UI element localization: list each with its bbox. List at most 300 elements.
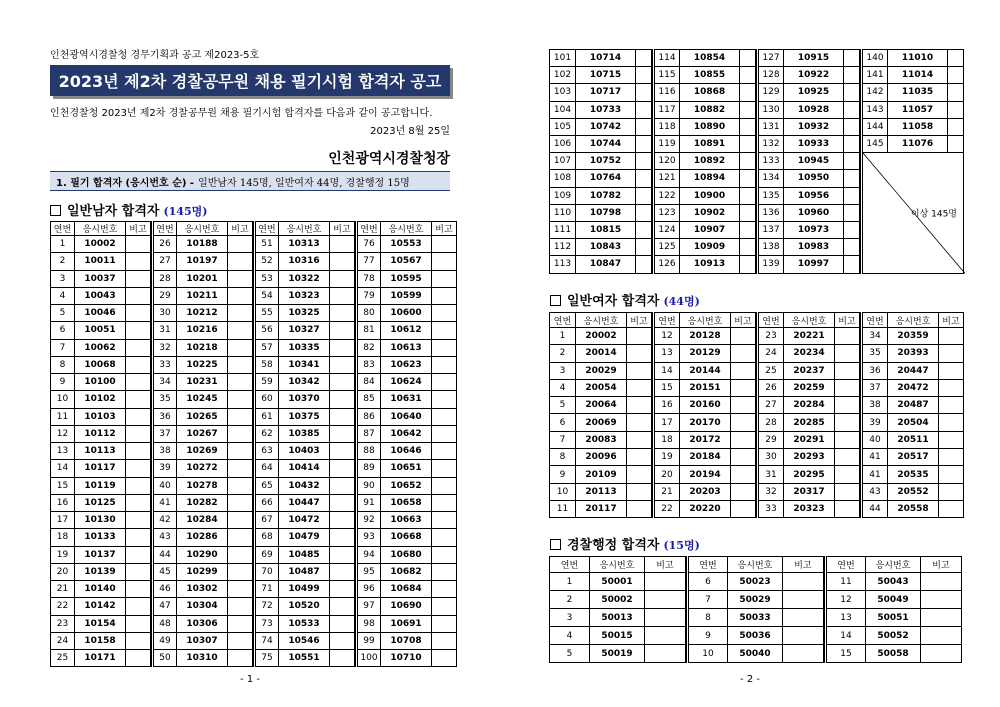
table-row bbox=[357, 339, 457, 356]
cell-note bbox=[731, 328, 756, 345]
cell-note bbox=[330, 477, 355, 494]
cell-note bbox=[432, 253, 457, 270]
cell-seq: 5 bbox=[550, 397, 576, 414]
admin-heading-label: 경찰행정 합격자 bbox=[567, 538, 660, 553]
cell-note bbox=[432, 443, 457, 460]
cell-seq: 107 bbox=[550, 153, 576, 170]
cell-seq: 8 bbox=[51, 356, 75, 373]
table-row bbox=[654, 431, 756, 448]
cell-seq: 127 bbox=[758, 50, 784, 67]
table-row bbox=[654, 239, 756, 256]
cell-note bbox=[835, 379, 860, 396]
cell-seq: 10 bbox=[688, 645, 728, 663]
table-row bbox=[51, 339, 151, 356]
cell-note bbox=[636, 204, 652, 221]
cell-seq: 4 bbox=[51, 287, 75, 304]
cell-seq: 73 bbox=[255, 615, 279, 632]
cell-seq: 18 bbox=[654, 431, 680, 448]
header-seq: 연번 bbox=[862, 313, 888, 328]
cell-exam-number: 10322 bbox=[279, 270, 330, 287]
cell-seq: 35 bbox=[862, 345, 888, 362]
cell-exam-number: 10137 bbox=[75, 546, 126, 563]
cell-seq: 44 bbox=[862, 500, 888, 517]
cell-exam-number: 10341 bbox=[279, 356, 330, 373]
cell-note bbox=[228, 615, 253, 632]
table-row bbox=[826, 645, 962, 663]
table-row bbox=[550, 345, 652, 362]
cell-exam-number: 10068 bbox=[75, 356, 126, 373]
cell-exam-number: 20221 bbox=[784, 328, 835, 345]
roster-table bbox=[686, 556, 824, 663]
table-row bbox=[357, 425, 457, 442]
cell-note bbox=[740, 170, 756, 187]
table-row bbox=[550, 483, 652, 500]
cell-exam-number: 10682 bbox=[381, 563, 432, 580]
cell-exam-number: 10890 bbox=[680, 118, 740, 135]
table-row bbox=[758, 466, 860, 483]
cell-seq: 14 bbox=[826, 627, 866, 645]
cell-note bbox=[636, 118, 652, 135]
cell-note bbox=[783, 591, 824, 609]
cell-note bbox=[228, 374, 253, 391]
cell-seq: 84 bbox=[357, 374, 381, 391]
cell-note bbox=[921, 591, 962, 609]
cell-note bbox=[432, 529, 457, 546]
cell-exam-number: 20069 bbox=[576, 414, 627, 431]
header-exam-number: 응시번호 bbox=[381, 222, 432, 236]
cell-exam-number: 10245 bbox=[177, 391, 228, 408]
cell-exam-number: 10631 bbox=[381, 391, 432, 408]
cell-exam-number: 20096 bbox=[576, 449, 627, 466]
cell-exam-number: 20151 bbox=[680, 379, 731, 396]
cell-note bbox=[783, 573, 824, 591]
female-count: (44명) bbox=[663, 295, 700, 308]
cell-exam-number: 20447 bbox=[888, 362, 939, 379]
cell-note bbox=[126, 408, 151, 425]
header-note: 비고 bbox=[126, 222, 151, 236]
cell-seq: 42 bbox=[153, 512, 177, 529]
cell-seq: 89 bbox=[357, 460, 381, 477]
table-row bbox=[357, 529, 457, 546]
cell-exam-number: 20160 bbox=[680, 397, 731, 414]
cell-exam-number: 10188 bbox=[177, 236, 228, 253]
table-row bbox=[153, 339, 253, 356]
cell-exam-number: 10231 bbox=[177, 374, 228, 391]
cell-seq: 76 bbox=[357, 236, 381, 253]
table-row bbox=[153, 650, 253, 667]
table-row bbox=[654, 345, 756, 362]
cell-seq: 54 bbox=[255, 287, 279, 304]
cell-note bbox=[330, 270, 355, 287]
cell-seq: 59 bbox=[255, 374, 279, 391]
cell-note bbox=[636, 221, 652, 238]
table-row bbox=[255, 546, 355, 563]
cell-exam-number: 10290 bbox=[177, 546, 228, 563]
cell-seq: 62 bbox=[255, 425, 279, 442]
cell-note bbox=[228, 287, 253, 304]
table-row bbox=[255, 650, 355, 667]
cell-exam-number: 10652 bbox=[381, 477, 432, 494]
cell-exam-number: 20083 bbox=[576, 431, 627, 448]
cell-seq: 37 bbox=[862, 379, 888, 396]
cell-exam-number: 10282 bbox=[177, 494, 228, 511]
cell-note bbox=[228, 408, 253, 425]
cell-seq: 141 bbox=[862, 67, 888, 84]
table-row bbox=[153, 512, 253, 529]
table-row bbox=[654, 500, 756, 517]
cell-seq: 85 bbox=[357, 391, 381, 408]
cell-exam-number: 50033 bbox=[728, 609, 783, 627]
cell-seq: 30 bbox=[758, 449, 784, 466]
cell-seq: 34 bbox=[153, 374, 177, 391]
cell-note bbox=[432, 374, 457, 391]
table-row bbox=[654, 101, 756, 118]
cell-seq: 7 bbox=[51, 339, 75, 356]
cell-seq: 88 bbox=[357, 443, 381, 460]
table-row bbox=[654, 50, 756, 67]
cell-exam-number: 20291 bbox=[784, 431, 835, 448]
table-row bbox=[862, 135, 964, 152]
table-row bbox=[758, 362, 860, 379]
cell-exam-number: 10600 bbox=[381, 305, 432, 322]
table-header-row bbox=[550, 313, 652, 328]
cell-note bbox=[835, 431, 860, 448]
table-row bbox=[654, 67, 756, 84]
cell-exam-number: 10567 bbox=[381, 253, 432, 270]
cell-note bbox=[330, 425, 355, 442]
cell-seq: 119 bbox=[654, 135, 680, 152]
cell-note bbox=[636, 67, 652, 84]
cell-exam-number: 10267 bbox=[177, 425, 228, 442]
table-row bbox=[758, 101, 860, 118]
cell-seq: 34 bbox=[862, 328, 888, 345]
cell-exam-number: 10595 bbox=[381, 270, 432, 287]
cell-exam-number: 10843 bbox=[576, 239, 636, 256]
table-row bbox=[255, 356, 355, 373]
cell-seq: 126 bbox=[654, 256, 680, 273]
cell-seq: 71 bbox=[255, 581, 279, 598]
page-number: - 2 - bbox=[740, 674, 760, 685]
roster-table bbox=[860, 49, 964, 274]
cell-exam-number: 10140 bbox=[75, 581, 126, 598]
cell-seq: 29 bbox=[758, 431, 784, 448]
cell-note bbox=[939, 431, 964, 448]
table-row bbox=[51, 253, 151, 270]
cell-exam-number: 10325 bbox=[279, 305, 330, 322]
cell-seq: 8 bbox=[688, 609, 728, 627]
cell-note bbox=[740, 135, 756, 152]
cell-note bbox=[740, 101, 756, 118]
cell-note bbox=[627, 345, 652, 362]
cell-seq: 105 bbox=[550, 118, 576, 135]
cell-note bbox=[126, 339, 151, 356]
cell-exam-number: 10612 bbox=[381, 322, 432, 339]
cell-seq: 6 bbox=[51, 322, 75, 339]
roster-table bbox=[756, 49, 860, 274]
header-exam-number: 응시번호 bbox=[784, 313, 835, 328]
header-seq: 연번 bbox=[550, 557, 590, 573]
cell-seq: 90 bbox=[357, 477, 381, 494]
cell-seq: 41 bbox=[862, 466, 888, 483]
table-row bbox=[550, 204, 652, 221]
cell-exam-number: 20285 bbox=[784, 414, 835, 431]
cell-seq: 137 bbox=[758, 221, 784, 238]
cell-seq: 2 bbox=[550, 345, 576, 362]
header-seq: 연번 bbox=[688, 557, 728, 573]
male-table-continued bbox=[549, 49, 964, 274]
header-note: 비고 bbox=[228, 222, 253, 236]
cell-exam-number: 10327 bbox=[279, 322, 330, 339]
table-row bbox=[550, 256, 652, 273]
cell-note bbox=[783, 627, 824, 645]
cell-exam-number: 10973 bbox=[784, 221, 844, 238]
cell-exam-number: 10385 bbox=[279, 425, 330, 442]
cell-exam-number: 10623 bbox=[381, 356, 432, 373]
cell-note bbox=[645, 645, 686, 663]
cell-exam-number: 10284 bbox=[177, 512, 228, 529]
cell-note bbox=[731, 362, 756, 379]
cell-exam-number: 10158 bbox=[75, 632, 126, 649]
cell-exam-number: 20552 bbox=[888, 483, 939, 500]
male-count: (145명) bbox=[163, 205, 208, 218]
cell-exam-number: 10855 bbox=[680, 67, 740, 84]
cell-seq: 111 bbox=[550, 221, 576, 238]
table-row bbox=[51, 270, 151, 287]
cell-seq: 25 bbox=[51, 650, 75, 667]
cell-seq: 129 bbox=[758, 84, 784, 101]
cell-note bbox=[126, 494, 151, 511]
table-row bbox=[654, 153, 756, 170]
cell-exam-number: 10310 bbox=[177, 650, 228, 667]
cell-note bbox=[939, 362, 964, 379]
cell-note bbox=[835, 466, 860, 483]
cell-exam-number: 50019 bbox=[590, 645, 645, 663]
table-row bbox=[550, 627, 686, 645]
cell-note bbox=[228, 443, 253, 460]
cell-note bbox=[432, 425, 457, 442]
cell-exam-number: 50015 bbox=[590, 627, 645, 645]
cell-seq: 60 bbox=[255, 391, 279, 408]
table-row bbox=[255, 322, 355, 339]
cell-seq: 109 bbox=[550, 187, 576, 204]
table-row bbox=[550, 221, 652, 238]
table-row bbox=[688, 609, 824, 627]
cell-note bbox=[627, 362, 652, 379]
table-row bbox=[153, 494, 253, 511]
cell-seq: 2 bbox=[550, 591, 590, 609]
cell-seq: 39 bbox=[153, 460, 177, 477]
table-row bbox=[153, 529, 253, 546]
roster-table bbox=[652, 49, 756, 274]
table-row bbox=[688, 645, 824, 663]
cell-seq: 29 bbox=[153, 287, 177, 304]
cell-note bbox=[228, 339, 253, 356]
cell-exam-number: 10733 bbox=[576, 101, 636, 118]
cell-note bbox=[731, 414, 756, 431]
cell-note bbox=[330, 443, 355, 460]
table-row bbox=[153, 563, 253, 580]
table-row bbox=[550, 170, 652, 187]
cell-note bbox=[939, 345, 964, 362]
cell-note bbox=[835, 362, 860, 379]
cell-seq: 110 bbox=[550, 204, 576, 221]
cell-seq: 116 bbox=[654, 84, 680, 101]
cell-note bbox=[432, 270, 457, 287]
header-note: 비고 bbox=[835, 313, 860, 328]
table-row bbox=[255, 460, 355, 477]
cell-note bbox=[835, 449, 860, 466]
table-row bbox=[255, 632, 355, 649]
cell-seq: 75 bbox=[255, 650, 279, 667]
cell-exam-number: 10197 bbox=[177, 253, 228, 270]
table-row bbox=[153, 632, 253, 649]
cell-seq: 74 bbox=[255, 632, 279, 649]
cell-seq: 124 bbox=[654, 221, 680, 238]
cell-note bbox=[939, 466, 964, 483]
table-row bbox=[862, 379, 964, 396]
cell-seq: 70 bbox=[255, 563, 279, 580]
cell-note bbox=[948, 135, 964, 152]
cell-note bbox=[939, 449, 964, 466]
cell-exam-number: 20109 bbox=[576, 466, 627, 483]
roster-table bbox=[50, 221, 151, 667]
cell-exam-number: 10037 bbox=[75, 270, 126, 287]
cell-note bbox=[432, 477, 457, 494]
cell-exam-number: 10130 bbox=[75, 512, 126, 529]
cell-seq: 38 bbox=[153, 443, 177, 460]
table-row bbox=[357, 305, 457, 322]
cell-note bbox=[844, 50, 860, 67]
cell-seq: 17 bbox=[654, 414, 680, 431]
cell-note bbox=[731, 397, 756, 414]
cell-note bbox=[921, 573, 962, 591]
cell-note bbox=[731, 449, 756, 466]
table-row bbox=[153, 270, 253, 287]
cell-seq: 15 bbox=[826, 645, 866, 663]
cell-note bbox=[330, 236, 355, 253]
cell-exam-number: 10925 bbox=[784, 84, 844, 101]
cell-exam-number: 20234 bbox=[784, 345, 835, 362]
cell-seq: 128 bbox=[758, 67, 784, 84]
cell-seq: 21 bbox=[654, 483, 680, 500]
header-exam-number: 응시번호 bbox=[576, 313, 627, 328]
cell-seq: 122 bbox=[654, 187, 680, 204]
cell-note bbox=[731, 483, 756, 500]
cell-exam-number: 10316 bbox=[279, 253, 330, 270]
table-row bbox=[758, 328, 860, 345]
cell-note bbox=[432, 563, 457, 580]
header-exam-number: 응시번호 bbox=[177, 222, 228, 236]
cell-note bbox=[627, 449, 652, 466]
table-row bbox=[862, 483, 964, 500]
cell-exam-number: 10902 bbox=[680, 204, 740, 221]
cell-exam-number: 20002 bbox=[576, 328, 627, 345]
cell-exam-number: 10472 bbox=[279, 512, 330, 529]
cell-exam-number: 10432 bbox=[279, 477, 330, 494]
table-row bbox=[51, 529, 151, 546]
table-row bbox=[550, 328, 652, 345]
cell-note bbox=[740, 50, 756, 67]
section-title: 1. 필기 합격자 (응시번호 순) - bbox=[56, 177, 195, 189]
cell-exam-number: 10299 bbox=[177, 563, 228, 580]
cell-exam-number: 10043 bbox=[75, 287, 126, 304]
table-row bbox=[758, 414, 860, 431]
cell-exam-number: 20064 bbox=[576, 397, 627, 414]
cell-note bbox=[731, 379, 756, 396]
cell-seq: 1 bbox=[550, 573, 590, 591]
table-row bbox=[255, 374, 355, 391]
cell-seq: 100 bbox=[357, 650, 381, 667]
cell-exam-number: 10752 bbox=[576, 153, 636, 170]
cell-note bbox=[844, 170, 860, 187]
cell-exam-number: 10646 bbox=[381, 443, 432, 460]
cell-note bbox=[636, 50, 652, 67]
table-row bbox=[51, 305, 151, 322]
table-row bbox=[826, 627, 962, 645]
cell-seq: 104 bbox=[550, 101, 576, 118]
cell-seq: 3 bbox=[550, 609, 590, 627]
table-row bbox=[654, 204, 756, 221]
cell-note bbox=[636, 101, 652, 118]
cell-seq: 13 bbox=[826, 609, 866, 627]
cell-note bbox=[228, 598, 253, 615]
cell-seq: 57 bbox=[255, 339, 279, 356]
remainder-diagonal-cell bbox=[862, 153, 964, 273]
cell-exam-number: 20128 bbox=[680, 328, 731, 345]
table-row bbox=[688, 591, 824, 609]
cell-note bbox=[432, 581, 457, 598]
cell-exam-number: 11058 bbox=[888, 118, 948, 135]
cell-seq: 22 bbox=[654, 500, 680, 517]
cell-seq: 132 bbox=[758, 135, 784, 152]
cell-seq: 64 bbox=[255, 460, 279, 477]
cell-exam-number: 10613 bbox=[381, 339, 432, 356]
cell-note bbox=[330, 512, 355, 529]
male-table-group bbox=[50, 221, 457, 667]
cell-seq: 30 bbox=[153, 305, 177, 322]
cell-seq: 5 bbox=[550, 645, 590, 663]
cell-seq: 12 bbox=[826, 591, 866, 609]
table-row bbox=[255, 339, 355, 356]
table-row bbox=[153, 598, 253, 615]
cell-seq: 58 bbox=[255, 356, 279, 373]
cell-exam-number: 10854 bbox=[680, 50, 740, 67]
cell-seq: 143 bbox=[862, 101, 888, 118]
cell-seq: 120 bbox=[654, 153, 680, 170]
cell-exam-number: 10313 bbox=[279, 236, 330, 253]
table-row bbox=[654, 379, 756, 396]
table-row bbox=[153, 322, 253, 339]
cell-seq: 118 bbox=[654, 118, 680, 135]
cell-note bbox=[835, 345, 860, 362]
table-row bbox=[550, 591, 686, 609]
table-row bbox=[357, 408, 457, 425]
cell-exam-number: 10950 bbox=[784, 170, 844, 187]
cell-seq: 22 bbox=[51, 598, 75, 615]
cell-seq: 103 bbox=[550, 84, 576, 101]
table-row bbox=[862, 449, 964, 466]
cell-seq: 91 bbox=[357, 494, 381, 511]
table-row bbox=[550, 67, 652, 84]
table-row bbox=[255, 443, 355, 460]
cell-seq: 4 bbox=[550, 379, 576, 396]
table-row bbox=[51, 374, 151, 391]
table-row bbox=[550, 118, 652, 135]
table-row bbox=[862, 118, 964, 135]
cell-note bbox=[126, 305, 151, 322]
cell-exam-number: 10960 bbox=[784, 204, 844, 221]
cell-seq: 38 bbox=[862, 397, 888, 414]
